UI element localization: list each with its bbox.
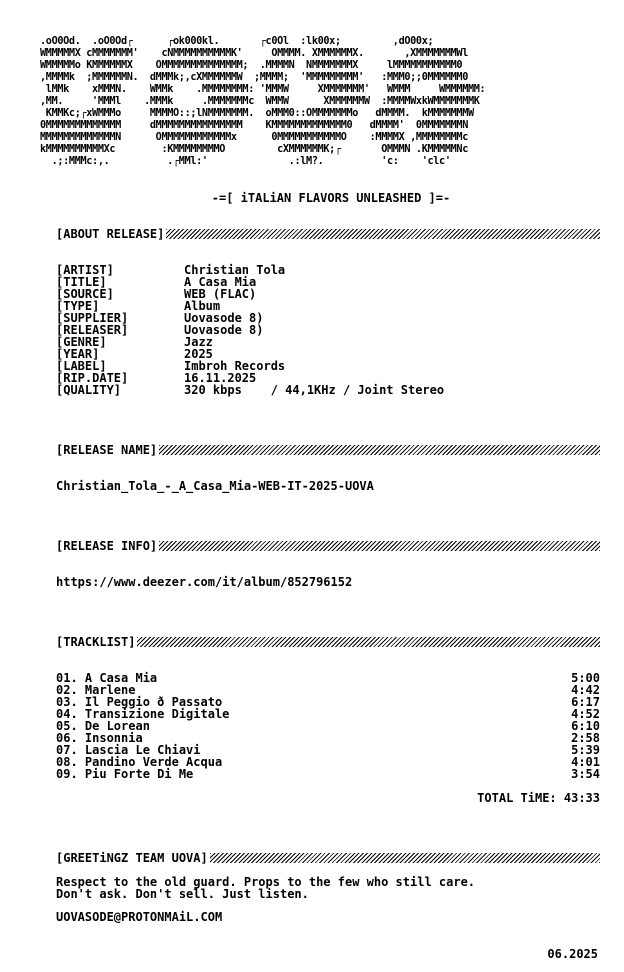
- release-date-footer: 06.2025: [547, 947, 598, 961]
- track-time: 6:10: [571, 719, 600, 733]
- total-time: TOTAL TiME: 43:33: [477, 791, 600, 805]
- tagline: -=[ iTALiAN FLAVORS UNLEASHED ]=-: [211, 191, 451, 205]
- track-title: 07. Lascia Le Chiavi: [56, 743, 201, 757]
- about-row-rip-date: [RIP.DATE] 16.11.2025: [56, 371, 257, 385]
- section-header-release-info: [56, 539, 600, 553]
- about-release-list: [56, 264, 616, 396]
- track-title: 09. Piu Forte Di Me: [56, 767, 194, 781]
- release-name: Christian_Tola_-_A_Casa_Mia-WEB-IT-2025-UOVA: [56, 479, 374, 493]
- about-row-source: [SOURCE] WEB (FLAC): [56, 287, 257, 301]
- track-title: 06. Insonnia: [56, 731, 143, 745]
- track-title: 05. De Lorean: [56, 719, 150, 733]
- section-divider: [210, 853, 600, 863]
- greetings-text: [56, 876, 475, 900]
- about-row-releaser: [RELEASER] Uovasode 8): [56, 323, 264, 337]
- about-row-type: [TYPE] Album: [56, 299, 221, 313]
- greeting-line: Respect to the old guard. Props to the few who still care.: [56, 875, 476, 889]
- about-row-artist: [ARTIST] Christian Tola: [56, 263, 286, 277]
- track-time: 3:54: [571, 767, 600, 781]
- section-header-release-name: [56, 443, 600, 457]
- section-divider: [159, 541, 600, 551]
- about-row-title: [TITLE] A Casa Mia: [56, 275, 257, 289]
- section-header-about: [56, 227, 600, 241]
- track-time: 5:00: [571, 671, 600, 685]
- track-title: 08. Pandino Verde Acqua: [56, 755, 223, 769]
- track-title: 04. Transizione Digitale: [56, 707, 230, 721]
- greeting-line: Don't ask. Don't sell. Just listen.: [56, 887, 309, 901]
- section-title-tracklist: [TRACKLIST]: [56, 635, 136, 649]
- section-title-greetings: [GREETiNGZ TEAM UOVA]: [56, 851, 208, 865]
- section-header-tracklist: [56, 635, 600, 649]
- section-divider: [137, 637, 600, 647]
- section-header-greetings: [56, 851, 600, 865]
- about-row-genre: [GENRE] Jazz: [56, 335, 213, 349]
- track-time: 4:01: [571, 755, 600, 769]
- section-divider: [166, 229, 600, 239]
- track-title: 03. Il Peggio ð Passato: [56, 695, 223, 709]
- release-info-link[interactable]: https://www.deezer.com/it/album/852796152: [56, 575, 353, 589]
- track-title: 01. A Casa Mia: [56, 671, 158, 685]
- contact-email[interactable]: UOVASODE@PROTONMAiL.COM: [56, 910, 223, 924]
- track-time: 2:58: [571, 731, 600, 745]
- about-row-supplier: [SUPPLIER] Uovasode 8): [56, 311, 264, 325]
- track-time: 5:39: [571, 743, 600, 757]
- section-divider: [159, 445, 600, 455]
- tracklist: [56, 672, 600, 780]
- section-title-about: [ABOUT RELEASE]: [56, 227, 165, 241]
- ascii-logo: .oO0Od. .oO0Od┌ ┌ok000kl. ┌c0Ol :lk00x; ,dO00x; WMMMMMX cMMMMMMM' cNMMMMMMMMMMK' OMMMM. XMMMMMMX. ,XMMMMMMMWl WMMMMMo KMMMMMMX OMMMMMMMMMMMMMM; .MMMMN NMMMMMMMX lMMMMMMMMMMM0 ,MMMMk ;MMMMMMN. dMMMk;,cXMMMMMMW ;MMMM; 'MMMMMMMMM' :MMM0;;0MMMMMM0 lMMk xMMMN. WMMk .MMMMMMMM: 'MMMW XMMMMMMM' WMMM WMMMMMM: ,MM. 'MMMl .MMMk .MMMMMMMc WMMW XMMMMMMW :MMMMWxkWMMMMMMMK KMMKc;┌xWMMMo MMMMO::;lNMMMMMMM. oMMM0::OMMMMMMMo dMMMM. kMMMMMMMW 0MMMMMMMMMMMMM dMMMMMMMMMMMMMMM KMMMMMMMMMMMMM0 dMMMM' 0MMMMMMMN MMMMMMMMMMMMMN OMMMMMMMMMMMMx 0MMMMMMMMMMMO :MMMMX ,MMMMMMMMc kMMMMMMMMMMXc :KMMMMMMMMO cXMMMMMMK;┌ OMMMN .KMMMMMNc .;:MMMc:,. .┌MMl:' .:lM?. 'c: 'clc': [40, 36, 486, 167]
- about-row-year: [YEAR] 2025: [56, 347, 213, 361]
- section-title-release-info: [RELEASE INFO]: [56, 539, 158, 553]
- section-title-release-name: [RELEASE NAME]: [56, 443, 158, 457]
- track-row: [56, 768, 600, 780]
- track-time: 4:52: [571, 707, 600, 721]
- track-time: 6:17: [571, 695, 600, 709]
- about-row-label: [LABEL] Imbroh Records: [56, 359, 286, 373]
- about-row-quality: [QUALITY] 320 kbps / 44,1KHz / Joint Stereo: [56, 383, 445, 397]
- track-title: 02. Marlene: [56, 683, 136, 697]
- track-row: [56, 672, 600, 684]
- track-time: 4:42: [571, 683, 600, 697]
